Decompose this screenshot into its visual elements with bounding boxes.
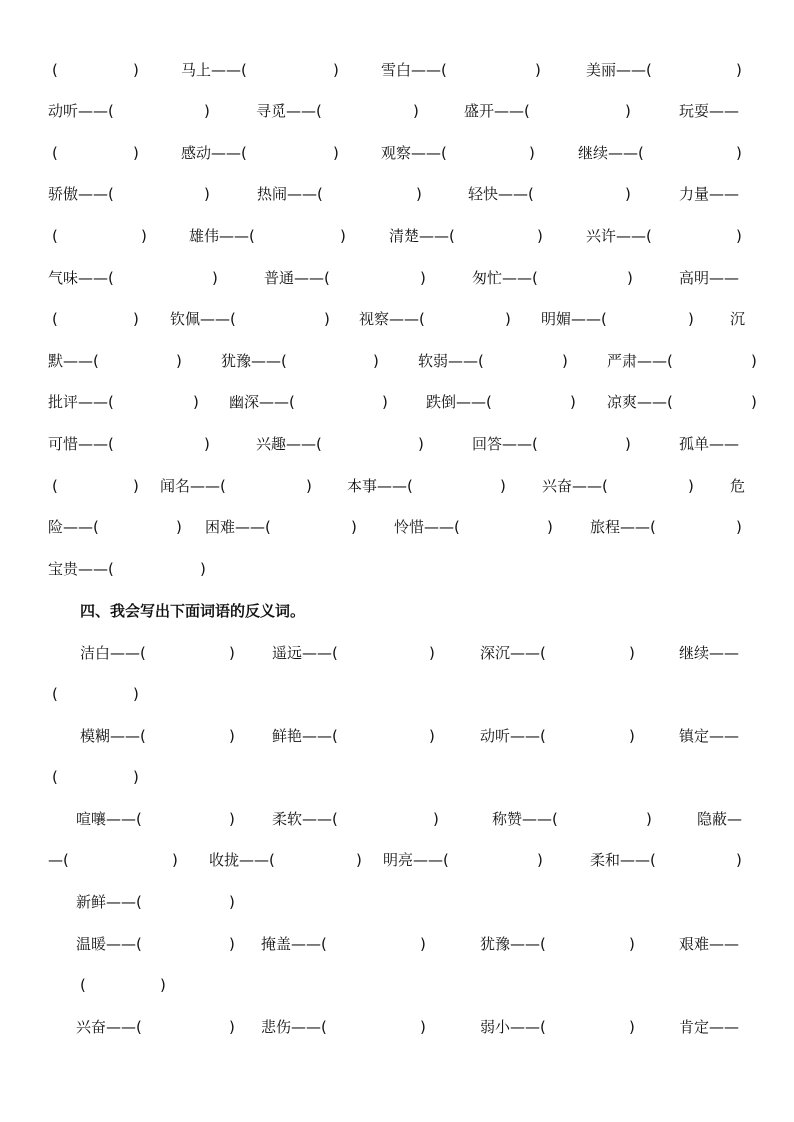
word-item: 凉爽——( xyxy=(607,393,673,411)
word-item: 跌倒——( xyxy=(426,393,492,411)
word-item: ) xyxy=(356,851,362,869)
word-item: ) xyxy=(133,310,139,328)
word-item: 马上——( xyxy=(181,61,247,79)
word-item: ) xyxy=(500,477,506,495)
word-item: ) xyxy=(204,185,210,203)
word-item: ( xyxy=(52,144,58,162)
word-item: ) xyxy=(646,810,652,828)
word-item: ) xyxy=(229,644,235,662)
word-item: 继续——( xyxy=(578,144,644,162)
word-item: 隐蔽— xyxy=(697,810,743,828)
word-item: ) xyxy=(306,477,312,495)
word-item: ( xyxy=(80,976,86,994)
word-item: ) xyxy=(229,727,235,745)
word-item: 镇定—— xyxy=(679,727,740,745)
word-item: 孤单—— xyxy=(679,435,740,453)
exercise-line xyxy=(0,390,794,414)
word-item: 幽深——( xyxy=(229,393,295,411)
word-item: 继续—— xyxy=(679,644,740,662)
word-item: ( xyxy=(52,310,58,328)
word-item: ) xyxy=(629,727,635,745)
word-item: 兴趣——( xyxy=(256,435,322,453)
word-item: 鲜艳——( xyxy=(272,727,338,745)
word-item: ) xyxy=(562,352,568,370)
word-item: 可惜——( xyxy=(48,435,114,453)
word-item: ) xyxy=(505,310,511,328)
exercise-line xyxy=(0,349,794,373)
exercise-line xyxy=(0,848,794,872)
word-item: ) xyxy=(229,935,235,953)
word-item: ) xyxy=(416,185,422,203)
exercise-line xyxy=(0,557,794,581)
section-heading xyxy=(0,599,794,623)
word-item: ) xyxy=(204,102,210,120)
exercise-line xyxy=(0,99,794,123)
exercise-line xyxy=(0,266,794,290)
word-item: ) xyxy=(629,935,635,953)
word-item: 犹豫——( xyxy=(221,352,287,370)
word-item: 弱小——( xyxy=(480,1018,546,1036)
word-item: ) xyxy=(629,1018,635,1036)
word-item: ) xyxy=(751,352,757,370)
word-item: 轻快——( xyxy=(468,185,534,203)
word-item: ) xyxy=(176,518,182,536)
word-item: ) xyxy=(133,768,139,786)
exercise-line xyxy=(0,141,794,165)
word-item: 普通——( xyxy=(264,269,330,287)
section-title: 四、我会写出下面词语的反义词。 xyxy=(80,602,306,620)
word-item: 默——( xyxy=(48,352,99,370)
word-item: ) xyxy=(736,144,742,162)
word-item: 盛开——( xyxy=(464,102,530,120)
word-item: ) xyxy=(429,644,435,662)
word-item: 掩盖——( xyxy=(261,935,327,953)
exercise-line xyxy=(0,58,794,82)
word-item: 视察——( xyxy=(359,310,425,328)
word-item: ) xyxy=(570,393,576,411)
word-item: ) xyxy=(160,976,166,994)
word-item: ) xyxy=(736,851,742,869)
exercise-line xyxy=(0,1015,794,1039)
word-item: 严肃——( xyxy=(607,352,673,370)
word-item: 清楚——( xyxy=(389,227,455,245)
word-item: 高明—— xyxy=(679,269,740,287)
word-item: ( xyxy=(52,61,58,79)
word-item: ) xyxy=(537,851,543,869)
word-item: 收拢——( xyxy=(209,851,275,869)
word-item: ) xyxy=(229,893,235,911)
exercise-line xyxy=(0,807,794,831)
word-item: ) xyxy=(324,310,330,328)
word-item: ) xyxy=(688,477,694,495)
word-item: 美丽——( xyxy=(586,61,652,79)
word-item: ) xyxy=(333,144,339,162)
word-item: ) xyxy=(535,61,541,79)
word-item: ) xyxy=(529,144,535,162)
word-item: 模糊——( xyxy=(80,727,146,745)
word-item: 困难——( xyxy=(205,518,271,536)
word-item: ) xyxy=(382,393,388,411)
word-item: ) xyxy=(333,61,339,79)
word-item: ) xyxy=(625,435,631,453)
word-item: ) xyxy=(537,227,543,245)
word-item: 钦佩——( xyxy=(170,310,236,328)
exercise-line xyxy=(0,765,794,789)
word-item: 险——( xyxy=(48,518,99,536)
exercise-line xyxy=(0,932,794,956)
word-item: 软弱——( xyxy=(418,352,484,370)
word-item: 明媚——( xyxy=(541,310,607,328)
word-item: 新鲜——( xyxy=(76,893,142,911)
word-item: ) xyxy=(751,393,757,411)
word-item: 怜惜——( xyxy=(394,518,460,536)
word-item: ) xyxy=(547,518,553,536)
word-item: 感动——( xyxy=(181,144,247,162)
word-item: 悲伤——( xyxy=(261,1018,327,1036)
word-item: ) xyxy=(433,810,439,828)
word-item: ) xyxy=(736,518,742,536)
exercise-line xyxy=(0,724,794,748)
word-item: 骄傲——( xyxy=(48,185,114,203)
word-item: 喧嚷——( xyxy=(76,810,142,828)
word-item: ) xyxy=(204,435,210,453)
word-item: ) xyxy=(229,810,235,828)
exercise-line xyxy=(0,474,794,498)
word-item: ) xyxy=(736,61,742,79)
word-item: ( xyxy=(52,768,58,786)
word-item: 犹豫——( xyxy=(480,935,546,953)
word-item: ) xyxy=(420,1018,426,1036)
word-item: 肯定—— xyxy=(679,1018,740,1036)
word-item: ( xyxy=(52,227,58,245)
word-item: ) xyxy=(429,727,435,745)
word-item: 柔软——( xyxy=(272,810,338,828)
word-item: 气味——( xyxy=(48,269,114,287)
word-item: 本事——( xyxy=(347,477,413,495)
word-item: 宝贵——( xyxy=(48,560,114,578)
word-item: ) xyxy=(193,393,199,411)
word-item: ( xyxy=(52,477,58,495)
word-item: ( xyxy=(52,685,58,703)
word-item: 遥远——( xyxy=(272,644,338,662)
word-item: 寻觅——( xyxy=(256,102,322,120)
word-item: ) xyxy=(736,227,742,245)
word-item: 旅程——( xyxy=(590,518,656,536)
word-item: ) xyxy=(413,102,419,120)
exercise-line xyxy=(0,890,794,914)
word-item: 温暖——( xyxy=(76,935,142,953)
word-item: 雪白——( xyxy=(381,61,447,79)
word-item: ) xyxy=(340,227,346,245)
word-item: ) xyxy=(176,352,182,370)
word-item: 兴奋——( xyxy=(542,477,608,495)
exercise-line xyxy=(0,973,794,997)
word-item: ) xyxy=(133,144,139,162)
exercise-line xyxy=(0,182,794,206)
word-item: 闻名——( xyxy=(160,477,226,495)
word-item: 沉 xyxy=(730,310,746,328)
word-item: ) xyxy=(420,269,426,287)
word-item: 明亮——( xyxy=(383,851,449,869)
word-item: ) xyxy=(133,61,139,79)
exercise-line xyxy=(0,224,794,248)
word-item: ) xyxy=(200,560,206,578)
word-item: ) xyxy=(420,935,426,953)
word-item: 批评——( xyxy=(48,393,114,411)
word-item: 力量—— xyxy=(679,185,740,203)
word-item: 洁白——( xyxy=(80,644,146,662)
word-item: 兴奋——( xyxy=(76,1018,142,1036)
exercise-line xyxy=(0,682,794,706)
word-item: ) xyxy=(229,1018,235,1036)
exercise-line xyxy=(0,515,794,539)
word-item: ) xyxy=(212,269,218,287)
word-item: 兴许——( xyxy=(586,227,652,245)
word-item: ) xyxy=(373,352,379,370)
word-item: ) xyxy=(133,685,139,703)
word-item: ) xyxy=(627,269,633,287)
word-item: ) xyxy=(418,435,424,453)
word-item: ) xyxy=(688,310,694,328)
exercise-line xyxy=(0,307,794,331)
word-item: 回答——( xyxy=(472,435,538,453)
word-item: 深沉——( xyxy=(480,644,546,662)
word-item: ) xyxy=(133,477,139,495)
word-item: 观察——( xyxy=(381,144,447,162)
exercise-line xyxy=(0,432,794,456)
word-item: 艰难—— xyxy=(679,935,740,953)
word-item: 雄伟——( xyxy=(189,227,255,245)
word-item: ) xyxy=(625,185,631,203)
word-item: 称赞——( xyxy=(492,810,558,828)
word-item: 热闹——( xyxy=(257,185,323,203)
word-item: 匆忙——( xyxy=(472,269,538,287)
word-item: ) xyxy=(629,644,635,662)
word-item: 柔和——( xyxy=(590,851,656,869)
word-item: 危 xyxy=(730,477,746,495)
word-item: ) xyxy=(625,102,631,120)
word-item: 动听——( xyxy=(480,727,546,745)
word-item: ) xyxy=(172,851,178,869)
word-item: —( xyxy=(48,851,69,869)
word-item: ) xyxy=(141,227,147,245)
word-item: 玩耍—— xyxy=(679,102,740,120)
word-item: ) xyxy=(351,518,357,536)
exercise-line xyxy=(0,641,794,665)
word-item: 动听——( xyxy=(48,102,114,120)
